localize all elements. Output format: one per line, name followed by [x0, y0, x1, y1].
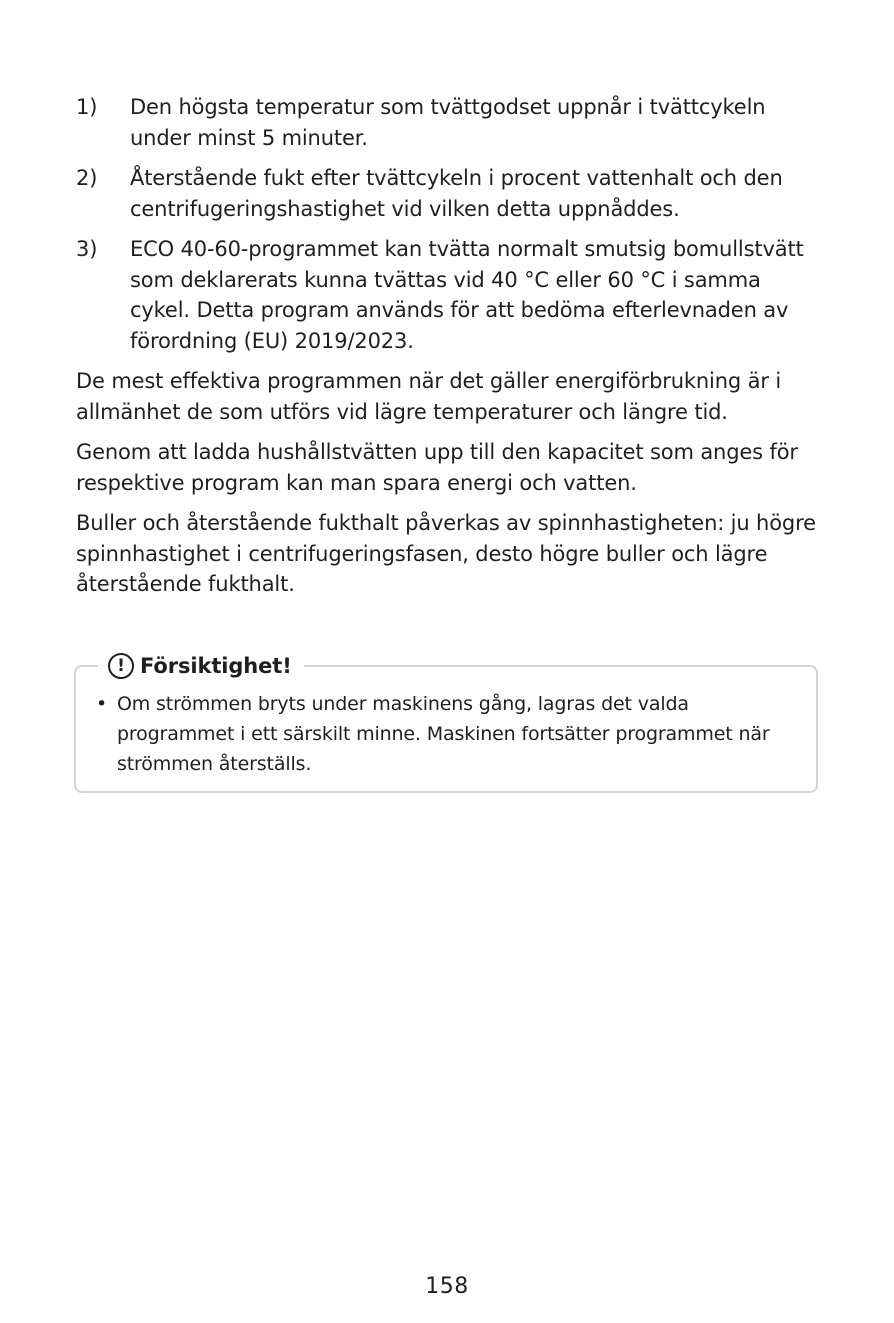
caution-title: Försiktighet!	[140, 654, 292, 678]
bullet-icon: •	[96, 693, 108, 715]
paragraph-load-capacity: Genom att ladda hushållstvätten upp till den kapacitet som anges för respektive program kan man spara energi och vatten.	[76, 440, 798, 495]
footnote-1	[76, 92, 822, 153]
footnote-number: 2)	[76, 166, 98, 190]
caution-text: Om strömmen bryts under maskinens gång, lagras det valda programmet i ett särskilt minne. Maskinen fortsätter programmet när strömmen återställs.	[117, 693, 770, 775]
caution-box	[74, 654, 818, 793]
page-number: 158	[425, 1274, 469, 1299]
footnote-number: 3)	[76, 237, 98, 261]
footnote-number: 1)	[76, 95, 98, 119]
footnote-text: ECO 40-60-programmet kan tvätta normalt smutsig bomullstvätt som deklarerats kunna tvättas vid 40 °C eller 60 °C i samma cykel. Detta program används för att bedöma efterlevnaden av förordning (EU) 2019/2023.	[130, 237, 804, 353]
exclamation-circle-icon: !	[108, 653, 134, 679]
caution-list-item	[96, 689, 796, 779]
page-content	[76, 92, 822, 610]
footnote-2	[76, 163, 822, 224]
footnote-list	[76, 92, 822, 356]
footnote-text: Den högsta temperatur som tvättgodset uppnår i tvättcykeln under minst 5 minuter.	[130, 95, 766, 150]
paragraph-energy-efficiency: De mest effektiva programmen när det gäller energiförbrukning är i allmänhet de som utförs vid lägre temperaturer och längre tid.	[76, 369, 782, 424]
footnote-text: Återstående fukt efter tvättcykeln i procent vattenhalt och den centrifugeringshastighet vid vilken detta uppnåddes.	[130, 166, 783, 221]
caution-header	[98, 649, 304, 683]
footnote-3	[76, 234, 822, 356]
paragraph-noise-moisture: Buller och återstående fukthalt påverkas av spinnhastigheten: ju högre spinnhastighet i centrifugeringsfasen, desto högre buller och lägre återstående fukthalt.	[76, 511, 816, 596]
